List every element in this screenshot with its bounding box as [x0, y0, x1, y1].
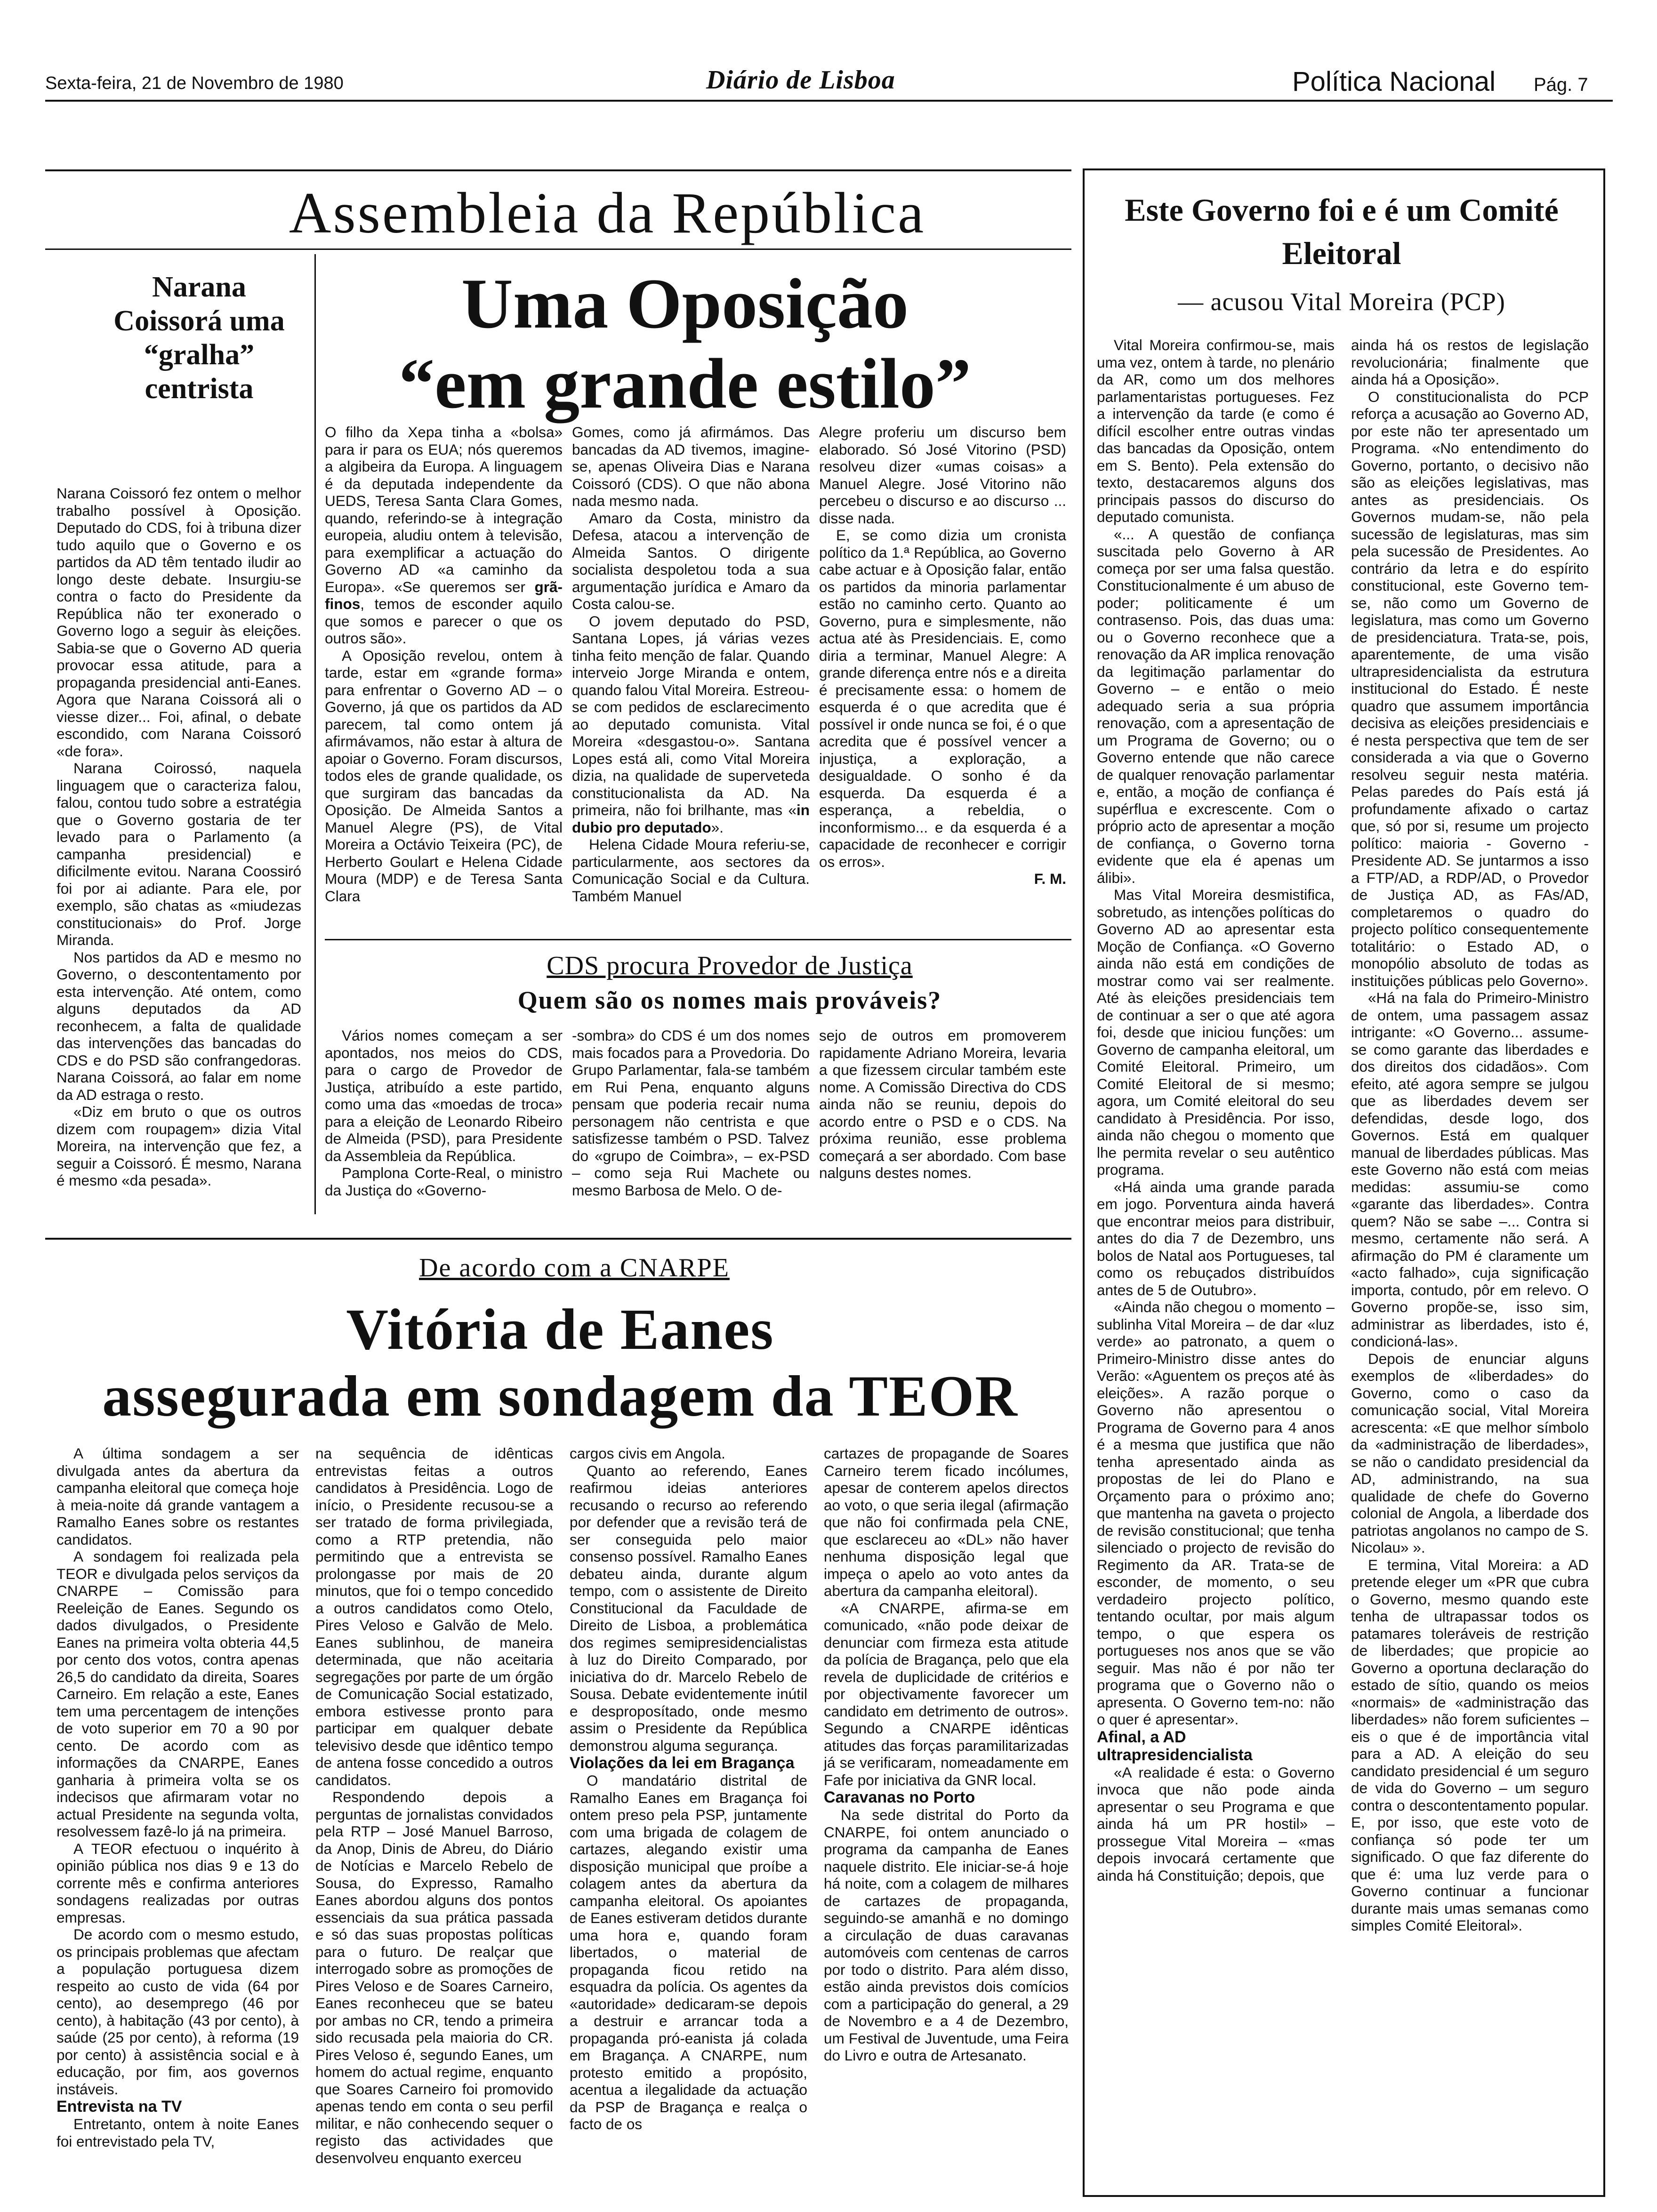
- page-number: Pág. 7: [1534, 74, 1588, 95]
- oposicao-text: , temos de esconder aquilo que somos e parecer o que os outros são».: [325, 595, 563, 647]
- vitoria-kicker: De acordo com a CNARPE: [419, 1253, 730, 1282]
- oposicao-paragraph: [325, 424, 563, 647]
- oposicao-headline-line2: “em grande estilo”: [399, 344, 971, 423]
- narana-paragraph: Nos partidos da AD e mesmo no Governo, o descontentamento por esta intervenção. Até ontem, como alguns deputados da AD reconhecem, a falta de qualidade das intervenções das bancadas do CDS e do PSD são confrangedoras. Narana Coissorá, ao falar em nome da AD estraga o resto.: [56, 948, 301, 1103]
- governo-headline: Este Governo foi e é um Comité Eleitoral: [1125, 192, 1559, 271]
- oposicao-paragraph: E, se como dizia um cronista político da 1.ª República, ao Governo cabe actuar e à Oposição falar, então os partidos da minoria parlamentar estão no caminho certo. Quanto ao Governo, pura e simplesmente, não actua até às Presidenciais. E, como diria a terminar, Manuel Alegre: A grande diferença entre nós e a direita é precisamente essa: o homem de esquerda é o que acredita que é possível ir onde nunca se foi, é o que acredita que é possível vencer a injustiça, a exploração, a desigualdade. O sonho é da esquerda. Da esquerda é a esperança, a rebeldia, o inconformismo... e da esquerda é a capacidade de reconhecer e corrigir os erros».: [819, 527, 1066, 870]
- assembleia-banner: Assembleia da República: [289, 181, 926, 245]
- governo-paragraph: «... A questão de confiança suscitada pelo Governo à AR começa por ser uma falsa questão. Constitucionalmente é um abuso de poder; politicamente é um contrasenso. Pois, das duas uma: ou o Governo reconhece que a renovação da AR implica renovação da legitimação parlamentar do Governo – e então o meio adequado seria a sua própria renovação, com a apresentação de um Programa de Governo; ou o Governo entende que não carece de qualquer renovação parlamentar e, então, a moção de confiança é supérflua e excrescente. Com o próprio acto de apresentar a moção de confiança, o Governo torna evidente que ela é apenas um álibi».: [1097, 525, 1335, 886]
- vitoria-paragraph: A última sondagem a ser divulgada antes da abertura da campanha eleitoral que começa hoje à meia-noite dá grande vantagem a Ramalho Eanes sobre os restantes candidatos.: [56, 1445, 299, 1548]
- vitoria-paragraph: cartazes de propagande de Soares Carneiro terem ficado incólumes, apesar de conterem apelos directos ao voto, o que seria ilegal (afirmação que não foi confirmada pela CNE, que esclareceu ao «DL» não haver nenhuma disposição legal que impeça o apelo ao voto antes da abertura da campanha eleitoral).: [824, 1445, 1069, 1599]
- oposicao-signature: F. M.: [1034, 870, 1066, 887]
- governo-paragraph: Depois de enunciar alguns exemplos de «liberdades» do Governo, como o caso da comunicação social, Vital Moreira acrescenta: «E que melhor símbolo da «administração de liberdades», se não o candidato presidencial da AD, administrando, na sua qualidade de chefe do Governo colonial de Angola, a liberdade dos patriotas angolanos no campo de S. Nicolau» ».: [1351, 1350, 1589, 1556]
- governo-paragraph: «Ainda não chegou o momento – sublinha Vital Moreira – de dar «luz verde» ao patronato, a quem o Primeiro-Ministro disse antes do Verão: «Aguentem os preços até às eleições». A razão porque o Governo não apresentou o Programa de Governo para 4 anos é a mesma que justifica que não tenha apresentado ainda as propostas de lei do Plano e Orçamento para o próximo ano; que mantenha na gaveta o projecto de revisão constitucional; que tenha silenciado o projecto de revisão do Regimento da AR. Trata-se de esconder, de momento, o seu verdadeiro projecto político, tentando ocultar, por mais algum tempo, o que espera os portugueses nos anos que se vão seguir. Mas não é por não ter programa que o Governo não o apresenta. O Governo tem-no: não o quer é apresentar».: [1097, 1298, 1335, 1728]
- assembleia-bottom-rule: [45, 248, 1071, 250]
- oposicao-text: O jovem deputado do PSD, Santana Lopes, já várias vezes tinha feito menção de falar. Quando interveio Jorge Miranda e ontem, quando falou Vital Moreira. Estreou-se com pedidos de esclarecimento ao deputado comunista. Vital Moreira «desgastou-o». Santana Lopes está ali, como Vital Moreira dizia, na qualidade de superveteda constitucionalista da AD. Na primeira, não foi brilhante, mas «: [572, 612, 810, 818]
- oposicao-column-1: [325, 424, 563, 905]
- oposicao-paragraph: Helena Cidade Moura referiu-se, particularmente, aos sectores da Comunicação Social e da Cultura. Também Manuel: [572, 836, 810, 905]
- vitoria-paragraph: Quanto ao referendo, Eanes reafirmou ideias anteriores recusando o recurso ao referendo por defender que a revisão terá de ser conseguida pelo maior consenso possível. Ramalho Eanes debateu ainda, durante algum tempo, com o assistente de Direito Constitucional da Faculdade de Direito de Lisboa, a problemática dos regimes semipresidencialistas à luz do Direito Comparado, por iniciativa do dr. Marcelo Rebelo de Sousa. Debate evidentemente inútil e desproposítado, onde mesmo assim o Presidente da República demonstrou alguma segurança.: [570, 1462, 807, 1754]
- governo-paragraph: Mas Vital Moreira desmistifica, sobretudo, as intenções políticas do Governo AD ao apresentar esta Moção de Confiança. «O Governo ainda não está em condições de mostrar como vai ser realmente. Até às eleições presidenciais tem de continuar a ser o que até agora foi, desde que iniciou funções: um Governo de campanha eleitoral, um Comité Eleitoral. Primeiro, um Comité Eleitoral de si mesmo; agora, um Comité eleitoral do seu candidato à Presidência. Por isso, ainda não chegou o momento que lhe permita revelar o seu autêntico programa.: [1097, 886, 1335, 1178]
- vitoria-headline-line1: Vitória de Eanes: [346, 1297, 774, 1362]
- masthead-logo: Diário de Lisboa: [706, 65, 895, 95]
- governo-paragraph: «Há ainda uma grande parada em jogo. Porventura ainda haverá que encontrar meios para distribuir, antes do dia 7 de Dezembro, uns bolos de Natal aos Portugueses, tal como os rebuçados distribuídos antes de 5 de Outubro».: [1097, 1178, 1335, 1298]
- vitoria-headline-line2: assegurada em sondagem da TEOR: [102, 1364, 1018, 1428]
- governo-column-1: [1097, 337, 1335, 2191]
- vitoria-paragraph: O mandatário distrital de Ramalho Eanes em Bragança foi ontem preso pela PSP, juntamente com uma brigada de colagem de cartazes, alegando existir uma disposição municipal que proíbe a colagem antes da abertura da campanha eleitoral. Os apoiantes de Eanes estiveram detidos durante uma hora e, quando foram libertados, o material de propaganda ficou retido na esquadra da polícia. Os agentes da «autoridade» dedicaram-se depois a destruir e arrancar toda a propaganda pró-eanista já colada em Bragança. A CNARPE, num protesto emitido a propósito, acentua a ilegalidade da actuação da PSP de Bragança e realça o facto de os: [570, 1772, 807, 2132]
- cds-column-3: [819, 1027, 1066, 1215]
- cds-paragraph: Pamplona Corte-Real, o ministro da Justiça do «Governo-: [325, 1164, 563, 1199]
- oposicao-column-2: [572, 424, 810, 905]
- vitoria-paragraph: De acordo com o mesmo estudo, os principais problemas que afectam a população portuguesa dizem respeito ao custo de vida (64 por cento), ao desemprego (46 por cento), à habitação (43 por cento), à saúde (25 por cento), à reforma (19 por cento) à assistência social e à educação, por fim, aos governos instáveis.: [56, 1926, 299, 2098]
- narana-paragraph: «Diz em bruto o que os outros dizem com roupagem» dizia Vital Moreira, na intervenção que fez, a seguir a Coissoró. É mesmo, Narana é mesmo «da pesada».: [56, 1103, 301, 1189]
- governo-paragraph: E termina, Vital Moreira: a AD pretende eleger um «PR que cubra o Governo, mesmo quando este tenha de ultrapassar todos os patamares toleráveis de restrição de liberdades; que propicie ao Governo a oportuna declaração do estado de sítio, quando os meios «normais» de «administração das liberdades» não forem suficientes – eis o que é de importância vital para a AD. A eleição do seu candidato presidencial é um seguro de vida do Governo – um seguro contra o descontentamento popular. E, por isso, que este voto de confiança só pode ter um significado. O que faz diferente do que é: uma luz verde para o Governo continuar a funcionar durante mais umas semanas como simples Comité Eleitoral».: [1351, 1556, 1589, 1934]
- vitoria-subhead: Entrevista na TV: [56, 2098, 182, 2116]
- narana-divider: [314, 254, 316, 1214]
- oposicao-bold-text: in dubio pro deputado: [572, 801, 810, 836]
- narana-headline: Narana Coissorá uma “gralha” centrista: [113, 271, 285, 405]
- cds-kicker: CDS procura Provedor de Justiça: [547, 951, 913, 980]
- cds-paragraph: Vários nomes começam a ser apontados, nos meios do CDS, para o cargo de Provedor de Justiça, atribuído a este partido, como uma das «moedas de troca» para a eleição de Leonardo Ribeiro de Almeida (PSD), para Presidente da Assembleia da República.: [325, 1027, 563, 1164]
- vitoria-paragraph: Respondendo depois a perguntas de jornalistas convidados pela RTP – José Manuel Barroso, da Anop, Dinis de Abreu, do Diário de Notícias e Marcelo Rebelo de Sousa, do Expresso, Ramalho Eanes abordou alguns dos pontos essenciais da sua prática passada e só das suas propostas políticas para o futuro. De realçar que interrogado sobre as promoções de Pires Veloso e de Soares Carneiro, Eanes reconheceu que se bateu por ambas no CR, tendo a primeira sido recusada pela maioria do CR. Pires Veloso é, segundo Eanes, um homem do actual regime, enquanto que Soares Carneiro foi promovido apenas tendo em conta o seu perfil militar, e não conhecendo sequer o registo das actividades que desenvolveu enquanto exerceu: [315, 1788, 553, 2166]
- governo-subheadline: — acusou Vital Moreira (PCP): [1178, 288, 1505, 316]
- oposicao-column-3: [819, 424, 1066, 913]
- oposicao-text: ».: [711, 818, 724, 836]
- vitoria-column-4: [824, 1445, 1069, 2207]
- oposicao-paragraph: A Oposição revelou, ontem à tarde, estar em «grande forma» para enfrentar o Governo AD – o Governo, já que os partidos da AD parecem, tal como ontem já afirmávamos, não estar à altura de apoiar o Governo. Foram discursos, todos eles de grande qualidade, os que surgiram das bancadas da Oposição. De Almeida Santos a Manuel Alegre (PS), de Vital Moreira a Octávio Teixeira (PC), de Herberto Goulart e Helena Cidade Moura (MDP) e de Teresa Santa Clara: [325, 647, 563, 905]
- vitoria-paragraph: Entretanto, ontem à noite Eanes foi entrevistado pela TV,: [56, 2116, 299, 2150]
- governo-column-2: [1351, 337, 1589, 2191]
- vitoria-paragraph: A TEOR efectuou o inquérito à opinião pública nos dias 9 e 13 do corrente mês e confirma anteriores sondagens realizadas por outras empresas.: [56, 1840, 299, 1926]
- oposicao-paragraph: Gomes, como já afirmámos. Das bancadas da AD tivemos, imagine-se, apenas Oliveira Dias e Narana Coissoró (CDS). O que não abona nada mesmo nada.: [572, 424, 810, 509]
- governo-paragraph: O constitucionalista do PCP reforça a acusação ao Governo AD, por este não ter apresentado um Programa. «No entendimento do Governo, portanto, o decisivo não são as eleições legislativas, mas antes as presidenciais. Os Governos mudam-se, não pela sucessão de legislaturas, mas sim pela sucessão de Presidentes. Ao contrário da letra e do espírito constitucional, este Governo tem-se, não como um Governo de legislatura, mas como um Governo de presidenciatura. Trata-se, pois, aparentemente, de uma visão ultrapresidencialista da estrutura institucional do Estado. É neste quadro que assumem importância decisiva as eleições presidenciais e é nesta perspectiva que tem de ser considerada a via que o Governo resolveu seguir nesta matéria. Pelas paredes do País está já profundamente afixado o cartaz que, só por si, resume um projecto político: maioria - Governo -Presidente AD. Se juntarmos a isso a FTP/AD, a RDP/AD, o Provedor de Justiça AD, as FAs/AD, completaremos o quadro do projecto político consequentemente totalitário: o Estado AD, o monopólio absoluto de todas as instituições públicas pelo Governo».: [1351, 388, 1589, 989]
- vitoria-paragraph: «A CNARPE, afirma-se em comunicado, «não pode deixar de denunciar com firmeza esta atitude da polícia de Bragança, pelo que ela revela de duplicidade de critérios e por objectivamente favorecer um candidato em detrimento de outros». Segundo a CNARPE idênticas atitudes das forças paramilitarizadas já se verificaram, nomeadamente em Fafe por iniciativa da GNR local.: [824, 1599, 1069, 1788]
- header-rule: [45, 100, 1613, 102]
- oposicao-headline-line1: Uma Oposição: [461, 264, 909, 343]
- assembleia-top-rule: [45, 169, 1071, 171]
- vitoria-column-3: [570, 1445, 807, 2207]
- cds-headline: Quem são os nomes mais prováveis?: [517, 986, 942, 1014]
- cds-column-2: [572, 1027, 810, 1215]
- narana-column: [56, 485, 301, 1210]
- cds-paragraph: sejo de outros em promoverem rapidamente Adriano Moreira, levaria a que fizessem circular também este nome. A Comissão Directiva do CDS ainda não se reuniu, depois do acordo entre o PSD e o CDS. Na próxima reunião, esse problema começará a ser abordado. Com base nalguns destes nomes.: [819, 1027, 1066, 1181]
- vitoria-subhead: Violações da lei em Bragança: [570, 1754, 795, 1772]
- governo-subhead: Afinal, a AD ultrapresidencialista: [1097, 1728, 1253, 1764]
- cds-top-rule: [325, 939, 1071, 940]
- header-date: Sexta-feira, 21 de Novembro de 1980: [45, 73, 344, 93]
- oposicao-paragraph: Amaro da Costa, ministro da Defesa, atacou a intervenção de Almeida Santos. O dirigente socialista despoletou toda a sua argumentação jurídica e Amaro da Costa calou-se.: [572, 509, 810, 612]
- vitoria-paragraph: cargos civis em Angola.: [570, 1445, 725, 1462]
- governo-paragraph: «A realidade é esta: o Governo invoca que não pode ainda apresentar o seu Programa e que ainda há um PR hostil» – prossegue Vital Moreira – «mas depois invocará certamente que ainda há Constituição; depois, que: [1097, 1763, 1335, 1884]
- vitoria-column-2: [315, 1445, 553, 2207]
- oposicao-text: O filho da Xepa tinha a «bolsa» para ir para os EUA; nós queremos a algibeira da Europa. A linguagem é da deputada independente da UEDS, Teresa Santa Clara Gomes, quando, referindo-se à integração europeia, aludiu ontem à televisão, para exemplificar a actuação do Governo AD «a caminho da Europa». «Se queremos ser: [325, 424, 563, 595]
- governo-paragraph: ainda há os restos de legislação revolucionária; finalmente que ainda há a Oposição».: [1351, 337, 1589, 388]
- narana-paragraph: Narana Coirossó, naquela linguagem que o caracteriza falou, falou, contou tudo sobre a estratégia que o Governo gostaria de ter levado para o Parlamento (a campanha presidencial) e dificilmente evitou. Narana Coossiró foi por ai adiante. Para ele, por exemplo, são chatas as «miudezas constitucionais» do Prof. Jorge Miranda.: [56, 760, 301, 948]
- section-name: Política Nacional: [1292, 66, 1496, 97]
- oposicao-bold-text: grã-finos: [325, 578, 563, 612]
- oposicao-headline: [334, 264, 1036, 424]
- governo-paragraph: Vital Moreira confirmou-se, mais uma vez, ontem à tarde, no plenário da AR, como um dos melhores parlamentaristas portugueses. Fez a intervenção da tarde (e como é difícil escolher entre outras vindas das bancadas da Oposição, ontem em S. Bento). Pela extensão do texto, destacaremos alguns dos principais passos do discurso do deputado comunista.: [1097, 337, 1335, 525]
- governo-paragraph: «Há na fala do Primeiro-Ministro de ontem, uma passagem assaz intrigante: «O Governo... assume-se como garante das liberdades e dos direitos dos cidadãos». Com efeito, até agora sempre se julgou que as liberdades devem ser defendidas, desde logo, dos Governos. Está em qualquer manual de liberdades públicas. Mas este Governo não está com meias medidas: assumiu-se como «garante das liberdades». Contra quem? Não se sabe –... Contra si mesmo, certamente não será. A afirmação do PM é claramente um «acto falhado», cuja significação importa, contudo, pôr em relevo. O Governo propõe-se, isso sim, administrar as liberdades, isto é, condicioná-las».: [1351, 989, 1589, 1350]
- vitoria-headline: [47, 1296, 1073, 1430]
- vitoria-subhead: Caravanas no Porto: [824, 1788, 975, 1806]
- cds-paragraph: -sombra» do CDS é um dos nomes mais focados para a Provedoria. Do Grupo Parlamentar, fala-se também em Rui Pena, enquanto alguns pensam que poderia recair numa personagem não centrista e que satisfizesse também o PSD. Talvez do «grupo de Coimbra», – ex-PSD – como seja Rui Machete ou mesmo Barbosa de Melo. O de-: [572, 1027, 810, 1199]
- vitoria-paragraph: Na sede distrital do Porto da CNARPE, foi ontem anunciado o programa da campanha de Eanes naquele distrito. Ele iniciar-se-á hoje há noite, com a colagem de milhares de cartazes de propaganda, seguindo-se amanhã e no domingo a circulação de duas caravanas automóveis com centenas de carros por todo o distrito. Para além disso, estão ainda previstos dois comícios com a participação do general, a 29 de Novembro e a 4 de Dezembro, um Festival de Juventude, uma Feira do Livro e outra de Artesanato.: [824, 1806, 1069, 2064]
- oposicao-paragraph: [572, 613, 810, 836]
- cds-column-1: [325, 1027, 563, 1215]
- vitoria-paragraph: A sondagem foi realizada pela TEOR e divulgada pelos serviços da CNARPE – Comissão para Reeleição de Eanes. Segundo os dados divulgados, o Presidente Eanes na primeira volta obteria 44,5 por cento dos votos, contra apenas 26,5 do candidato da direita, Soares Carneiro. Em relação a este, Eanes tem uma percentagem de intenções de voto superior em 70 a 90 por cento. De acordo com as informações da CNARPE, Eanes ganharia à primeira volta se os indecisos que afirmaram votar no actual Presidente na segunda volta, resolvessem fazê-lo já na primeira.: [56, 1548, 299, 1840]
- vitoria-paragraph: na sequência de idênticas entrevistas feitas a outros candidatos à Presidência. Logo de início, o Presidente recusou-se a ser tratado de forma privilegiada, como a RTP pretendia, não permitindo que a entrevista se prolongasse por mais de 20 minutos, que foi o tempo concedido a outros candidatos como Otelo, Pires Veloso e Galvão de Melo. Eanes sublinhou, de maneira determinada, que não aceitaria segregações por parte de um órgão de Comunicação Social estatizado, embora estivesse pronto para participar em qualquer debate televisivo desde que idêntico tempo de antena fosse concedido a outros candidatos.: [315, 1445, 553, 1788]
- vitoria-column-1: [56, 1445, 299, 2207]
- vitoria-top-rule: [45, 1238, 1071, 1240]
- oposicao-paragraph: Alegre proferiu um discurso bem elaborado. Só José Vitorino (PSD) resolveu dizer «umas coisas» a Manuel Alegre. José Vitorino não percebeu o discurso e ao discurso ... disse nada.: [819, 424, 1066, 527]
- narana-paragraph: Narana Coissoró fez ontem o melhor trabalho possível à Oposição. Deputado do CDS, foi à tribuna dizer tudo aquilo que o Governo e os partidos da AD têm tentado iludir ao longo deste debate. Insurgiu-se contra o facto do Presidente da República não ter exonerado o Governo logo a seguir às eleições. Sabia-se que o Governo AD queria provocar essa atitude, para a propaganda presidencial anti-Eanes. Agora que Narana Coissorá ali o viesse dizer... Foi, afinal, o debate escondido, com Narana Coissoró «de fora».: [56, 485, 301, 760]
